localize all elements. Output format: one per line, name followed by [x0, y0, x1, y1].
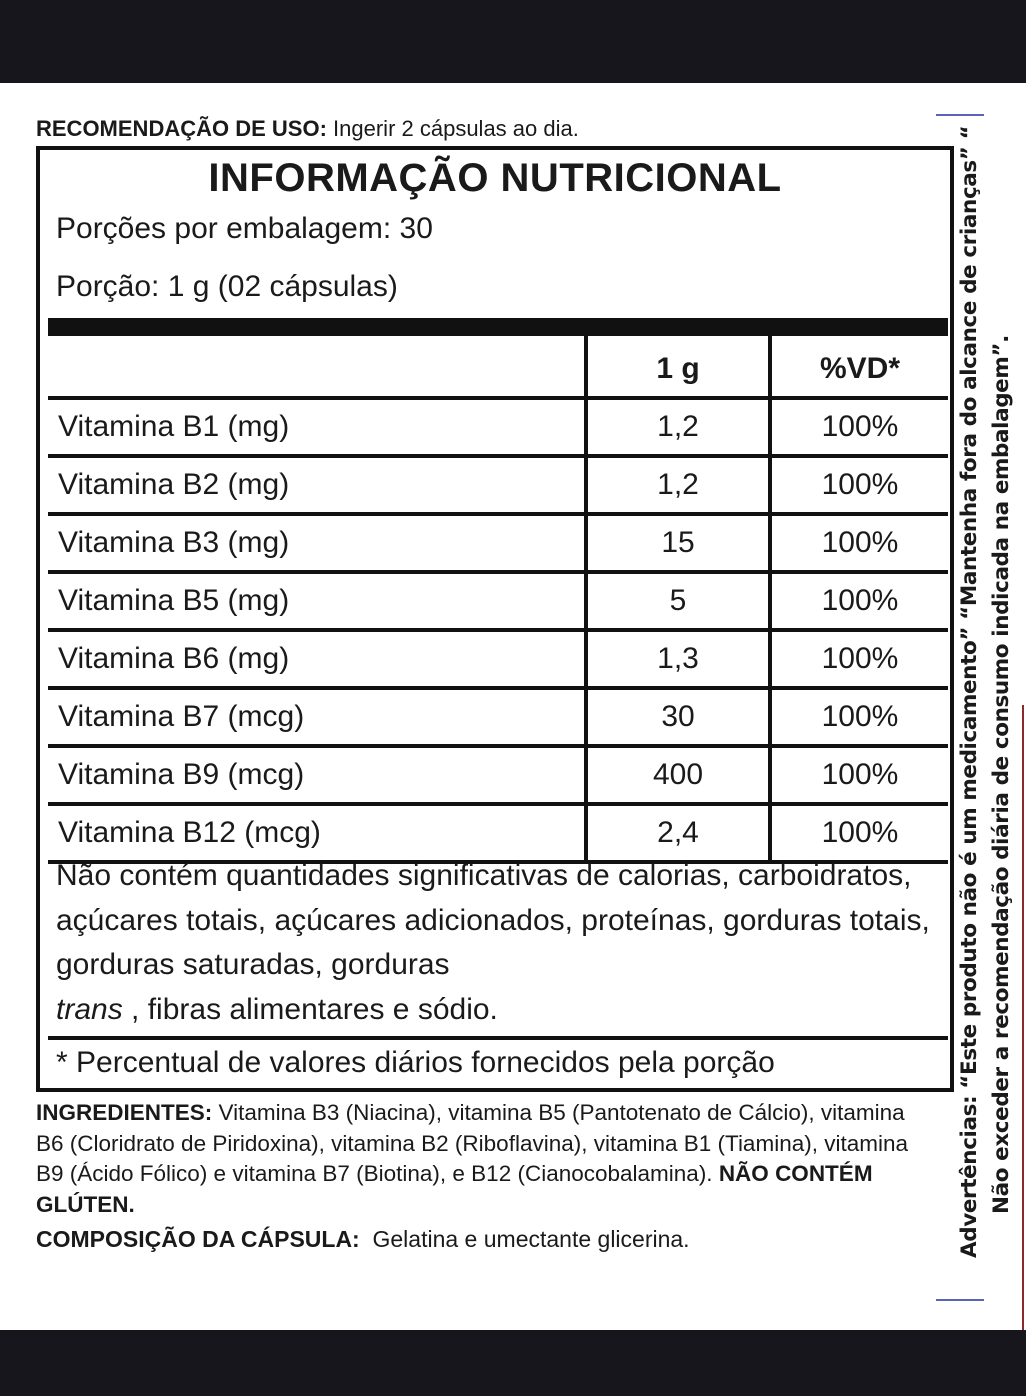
table-row	[48, 572, 948, 630]
nutrient-name: Vitamina B7 (mcg)	[48, 688, 586, 746]
warning-line-1: Advertências: “Este produto não é um medicamento” “Mantenha fora do alcance de crianças” “	[957, 125, 982, 1258]
table-row	[48, 456, 948, 514]
top-dark-band	[0, 0, 1026, 83]
nutrient-name: Vitamina B12 (mcg)	[48, 804, 586, 862]
footnote-divider	[48, 1036, 948, 1040]
disclaimer-end: , fibras alimentares e sódio.	[122, 992, 498, 1026]
nutrient-amount: 5	[586, 572, 770, 630]
nutrient-amount: 1,2	[586, 398, 770, 456]
capsule-text: Gelatina e umectante glicerina.	[372, 1226, 690, 1252]
nutrient-dv: 100%	[821, 468, 899, 501]
thick-divider	[48, 318, 948, 336]
usage-recommendation-label: RECOMENDAÇÃO DE USO:	[36, 116, 327, 141]
table-row	[48, 630, 948, 688]
nutrient-name: Vitamina B1 (mg)	[48, 398, 586, 456]
nutrient-amount: 1,2	[586, 456, 770, 514]
nutrient-name: Vitamina B2 (mg)	[48, 456, 586, 514]
ingredients-label: INGREDIENTES:	[36, 1100, 213, 1125]
table-header-row	[48, 336, 948, 398]
nutrition-table	[48, 336, 948, 864]
nutrient-amount: 400	[586, 746, 770, 804]
crop-guide-bottom	[936, 1299, 984, 1301]
nutrient-amount: 1,3	[586, 630, 770, 688]
servings-per-package: Porções por embalagem: 30	[56, 212, 433, 245]
nutrient-amount: 2,4	[586, 804, 770, 862]
nutrient-dv: 100%	[821, 584, 899, 617]
nutrient-amount: 30	[586, 688, 770, 746]
footnote: * Percentual de valores diários fornecidos pela porção	[56, 1046, 775, 1079]
crop-guide-top	[936, 114, 984, 116]
edge-line	[1022, 705, 1024, 1330]
table-row	[48, 514, 948, 572]
nutrient-amount: 15	[586, 514, 770, 572]
panel-title: INFORMAÇÃO NUTRICIONAL	[208, 156, 782, 200]
nutrient-dv: 100%	[821, 700, 899, 733]
usage-recommendation	[36, 116, 579, 142]
warning-line-2: Não exceder a recomendação diária de consumo indicada na embalagem”.	[989, 335, 1014, 1214]
disclaimer-main: Não contém quantidades significativas de calorias, carboidratos, açúcares totais, açúcares adicionados, proteínas, gorduras totais, gorduras saturadas, gorduras	[56, 859, 930, 981]
header-amount: 1 g	[586, 336, 770, 398]
header-daily-value: %VD*	[819, 352, 901, 385]
nutrient-dv: 100%	[821, 758, 899, 791]
usage-recommendation-text: Ingerir 2 cápsulas ao dia.	[333, 116, 579, 141]
nutrient-dv: 100%	[821, 526, 899, 559]
disclaimer-trans: trans	[56, 992, 123, 1026]
header-blank	[48, 336, 586, 398]
gluten-statement: NÃO CONTÉM GLÚTEN.	[36, 1161, 873, 1217]
ingredients	[36, 1098, 932, 1220]
serving-size: Porção: 1 g (02 cápsulas)	[56, 270, 398, 303]
nutrient-disclaimer	[56, 854, 936, 1032]
nutrient-name: Vitamina B9 (mcg)	[48, 746, 586, 804]
nutrient-dv: 100%	[821, 642, 899, 675]
bottom-dark-band	[0, 1330, 1026, 1396]
nutrition-facts-panel	[36, 146, 954, 1092]
warnings-vertical	[954, 125, 1018, 1258]
table-row	[48, 688, 948, 746]
table-row	[48, 746, 948, 804]
nutrient-dv: 100%	[821, 816, 899, 849]
nutrient-name: Vitamina B3 (mg)	[48, 514, 586, 572]
capsule-label: COMPOSIÇÃO DA CÁPSULA:	[36, 1226, 360, 1252]
nutrient-dv: 100%	[821, 410, 899, 443]
capsule-composition	[36, 1226, 690, 1253]
nutrient-name: Vitamina B6 (mg)	[48, 630, 586, 688]
ingredients-text: Vitamina B3 (Niacina), vitamina B5 (Pantotenato de Cálcio), vitamina B6 (Cloridrato de Piridoxina), vitamina B2 (Riboflavina), vitamina B1 (Tiamina), vitamina B9 (Ácido Fólico) e vitamina B7 (Biotina), e B12 (Cianocobalamina).	[36, 1100, 908, 1186]
nutrient-name: Vitamina B5 (mg)	[48, 572, 586, 630]
table-row	[48, 398, 948, 456]
